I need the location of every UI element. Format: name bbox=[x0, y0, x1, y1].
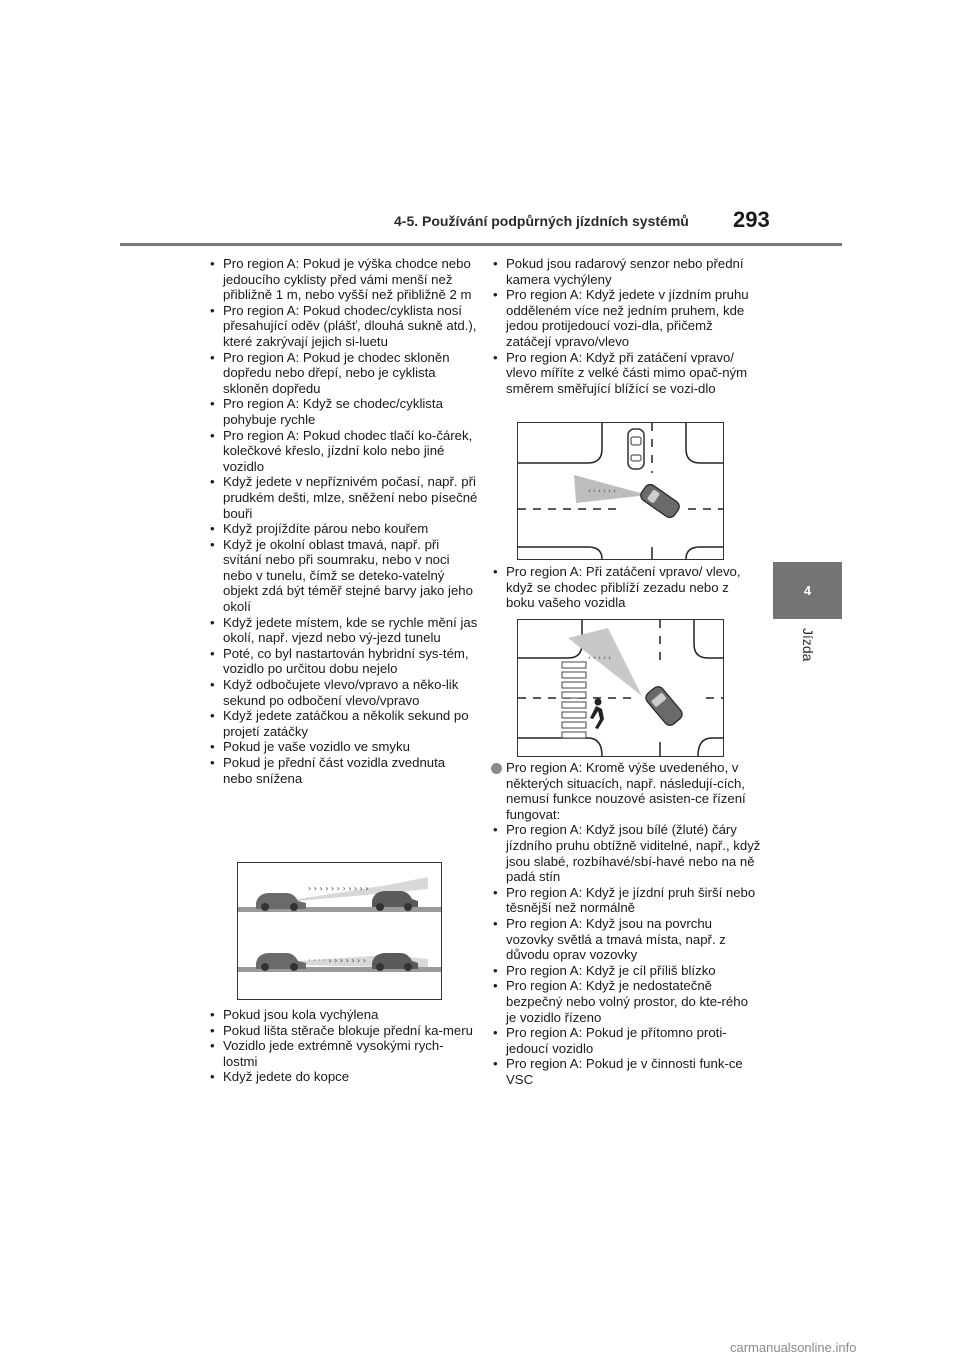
bullet-dot-icon bbox=[491, 763, 502, 774]
vehicle-pitch-svg bbox=[238, 863, 441, 999]
watermark: carmanualsonline.info bbox=[730, 1340, 857, 1355]
right-bullet-list-2 bbox=[491, 564, 761, 611]
list-item: • Pro region A: Při zatáčení vpravo/ vlevo, když se chodec přiblíží zezadu nebo z boku vašeho vozidla bbox=[491, 564, 761, 611]
list-item: • Pokud jsou radarový senzor nebo přední kamera vychýleny bbox=[491, 256, 761, 287]
illustration-vehicle-pitch bbox=[237, 862, 442, 1000]
note-block bbox=[491, 760, 761, 1087]
list-item: • Pro region A: Pokud je chodec skloněn dopředu nebo dřepí, nebo je cyklista skloněn dopředu bbox=[208, 350, 478, 397]
list-item: • Pro region A: Když jsou na povrchu vozovky světlá a tmavá místa, např. z důvodu oprav vozovky bbox=[491, 916, 761, 963]
list-item: • Když jedete zatáčkou a několik sekund po projetí zatáčky bbox=[208, 708, 478, 739]
list-item: • Pokud jsou kola vychýlena bbox=[208, 1007, 478, 1023]
list-item: • Vozidlo jede extrémně vysokými rych-lostmi bbox=[208, 1038, 478, 1069]
list-item: • Když je okolní oblast tmavá, např. při svítání nebo při soumraku, nebo v noci nebo v tunelu, čímž se deteko-vatelný objekt zdá být téměř stejné barvy jako jeho okolí bbox=[208, 537, 478, 615]
list-item: • Pro region A: Pokud je v činnosti funk-ce VSC bbox=[491, 1056, 761, 1087]
list-item: • Když projíždíte párou nebo kouřem bbox=[208, 521, 478, 537]
svg-text:· · · · › › › › › › ›: · · · · › › › › › › › bbox=[308, 956, 366, 965]
header-divider bbox=[120, 243, 842, 246]
list-item: • Pro region A: Když se chodec/cyklista pohybuje rychle bbox=[208, 396, 478, 427]
intersection-oncoming-svg bbox=[518, 423, 723, 559]
right-column bbox=[491, 256, 761, 396]
list-item: • Pro region A: Pokud je výška chodce nebo jedoucího cyklisty před vámi menší než přibližně 1 m, nebo vyšší než přibližně 2 m bbox=[208, 256, 478, 303]
left-column bbox=[208, 256, 478, 786]
svg-text:› › › › › › › › › › ›: › › › › › › › › › › › bbox=[308, 884, 369, 893]
pedestrian-crossing-svg bbox=[518, 620, 723, 756]
list-item: • Pokud je přední část vozidla zvednuta nebo snížena bbox=[208, 755, 478, 786]
list-item: • Pro region A: Když je jízdní pruh širší nebo těsnější než normálně bbox=[491, 885, 761, 916]
list-item: • Pro region A: Pokud je přítomno proti-jedoucí vozidlo bbox=[491, 1025, 761, 1056]
list-item: • Když jedete do kopce bbox=[208, 1069, 478, 1085]
illustration-intersection-oncoming bbox=[517, 422, 724, 560]
note-heading-text: Pro region A: Kromě výše uvedeného, v některých situacích, např. následují-cích, nemusí funkce nouzové asisten-ce řízení fungovat: bbox=[506, 760, 746, 822]
page-number: 293 bbox=[733, 207, 770, 232]
section-title: 4-5. Používání podpůrných jízdních systémů bbox=[394, 213, 689, 229]
note-bullet-list bbox=[491, 822, 761, 1087]
list-item: • Pokud lišta stěrače blokuje přední ka-meru bbox=[208, 1023, 478, 1039]
chapter-tab[interactable]: 4 bbox=[773, 562, 842, 619]
list-item: • Když jedete v nepříznivém počasí, např. při prudkém dešti, mlze, sněžení nebo písečné bouři bbox=[208, 474, 478, 521]
illustration-pedestrian-crossing bbox=[517, 619, 724, 757]
list-item: • Pro region A: Když při zatáčení vpravo/ vlevo míříte z velké části mimo opač-ným směrem směřující blížící se vozi-dlo bbox=[491, 350, 761, 397]
left-bullet-list-2 bbox=[208, 1007, 478, 1085]
pedestrian-icon bbox=[590, 699, 604, 730]
left-bullet-list bbox=[208, 256, 478, 786]
list-item: • Když odbočujete vlevo/vpravo a něko-lik sekund po odbočení vlevo/vpravo bbox=[208, 677, 478, 708]
list-item: • Pro region A: Když jsou bílé (žluté) čáry jízdního pruhu obtížně viditelné, např., když jsou slabé, rozbíhavé/sbí-havé nebo na ně padá stín bbox=[491, 822, 761, 884]
chapter-label: Jízda bbox=[800, 628, 816, 662]
right-bullet-list bbox=[491, 256, 761, 396]
list-item: • Pro region A: Pokud chodec tlačí ko-čárek, kolečkové křeslo, jízdní kolo nebo jiné vozidlo bbox=[208, 428, 478, 475]
list-item: • Když jedete místem, kde se rychle mění jas okolí, např. vjezd nebo vý-jezd tunelu bbox=[208, 615, 478, 646]
list-item: • Pro region A: Když jedete v jízdním pruhu odděleném více než jedním pruhem, kde jedou protijedoucí vozi-dla, přičemž zatáčejí vpravo/vlevo bbox=[491, 287, 761, 349]
left-column-continued bbox=[208, 1007, 478, 1085]
list-item: • Pro region A: Když je cíl příliš blízko bbox=[491, 963, 761, 979]
list-item: • Pokud je vaše vozidlo ve smyku bbox=[208, 739, 478, 755]
right-column-continued bbox=[491, 564, 761, 611]
svg-text:‹ ‹ ‹ ‹ ‹: ‹ ‹ ‹ ‹ ‹ bbox=[588, 654, 611, 662]
list-item: • Pro region A: Pokud chodec/cyklista nosí přesahující oděv (plášť, dlouhá sukně atd.), které zakrývají jejich si-luetu bbox=[208, 303, 478, 350]
list-item: • Pro region A: Když je nedostatečně bezpečný nebo volný prostor, do kte-rého je vozidlo řízeno bbox=[491, 978, 761, 1025]
note-heading bbox=[491, 760, 761, 822]
svg-text:‹ ‹ ‹ ‹ ‹ ‹: ‹ ‹ ‹ ‹ ‹ ‹ bbox=[588, 487, 616, 495]
list-item: • Poté, co byl nastartován hybridní sys-tém, vozidlo po určitou dobu nejelo bbox=[208, 646, 478, 677]
